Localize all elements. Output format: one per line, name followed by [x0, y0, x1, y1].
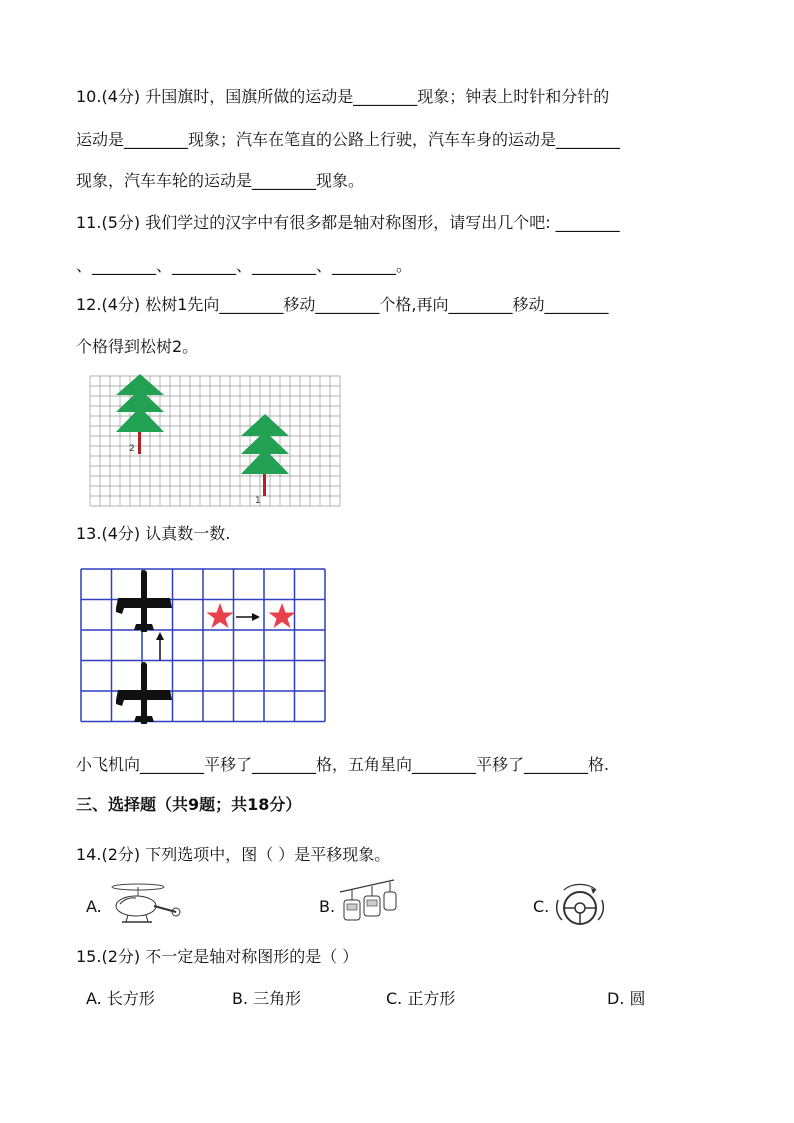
- helicopter-icon: [108, 882, 182, 928]
- cable-car-icon: [338, 878, 398, 930]
- q14-stem: 14.(2分) 下列选项中，图（ ）是平移现象。: [76, 845, 391, 864]
- q14-option-a-label: A.: [86, 897, 102, 916]
- q15-option-b: B. 三角形: [232, 989, 302, 1008]
- up-arrow-icon: [156, 632, 164, 660]
- q10-line-1: 10.(4分) 升国旗时，国旗所做的运动是________现象；钟表上时针和分针的: [76, 87, 610, 106]
- steering-wheel-icon: [552, 880, 608, 930]
- q14-option-b-label: B.: [319, 897, 336, 916]
- airplane-icon-bottom: [116, 662, 172, 724]
- q10-line-2: 运动是________现象；汽车在笔直的公路上行驶，汽车车身的运动是________: [76, 130, 621, 149]
- q15-option-d: D. 圆: [607, 989, 646, 1008]
- tree-grid: [90, 376, 340, 506]
- q15-stem: 15.(2分) 不一定是轴对称图形的是（ ）: [76, 947, 359, 966]
- q15-option-a: A. 长方形: [86, 989, 155, 1008]
- q15-option-c: C. 正方形: [386, 989, 456, 1008]
- q13-answer-line: 小飞机向________平移了________格，五角星向________平移了________格.: [76, 755, 610, 774]
- section-3-title: 三、选择题（共9题；共18分）: [76, 795, 302, 814]
- star-icon-left: [207, 603, 234, 628]
- q12-line-1: 12.(4分) 松树1先向________移动________个格,再向________移动________: [76, 295, 609, 314]
- tree-2-label: 2: [129, 444, 135, 454]
- q11-line-2: 、________、________、________、________。: [76, 256, 413, 275]
- star-icon-right: [269, 603, 296, 628]
- right-arrow-icon: [236, 613, 260, 621]
- tree-1-label: 1: [255, 496, 261, 506]
- q11-line-1: 11.(5分) 我们学过的汉字中有很多都是轴对称图形，请写出几个吧: ________: [76, 213, 620, 232]
- plane-star-grid-figure: [80, 568, 332, 728]
- q10-line-3: 现象，汽车车轮的运动是________现象。: [76, 171, 365, 190]
- airplane-icon-top: [116, 570, 172, 632]
- q12-line-2: 个格得到松树2。: [76, 337, 199, 356]
- pine-tree-grid-figure: [88, 374, 344, 508]
- q14-option-c-label: C.: [533, 897, 550, 916]
- q13-line-1: 13.(4分) 认真数一数.: [76, 524, 231, 543]
